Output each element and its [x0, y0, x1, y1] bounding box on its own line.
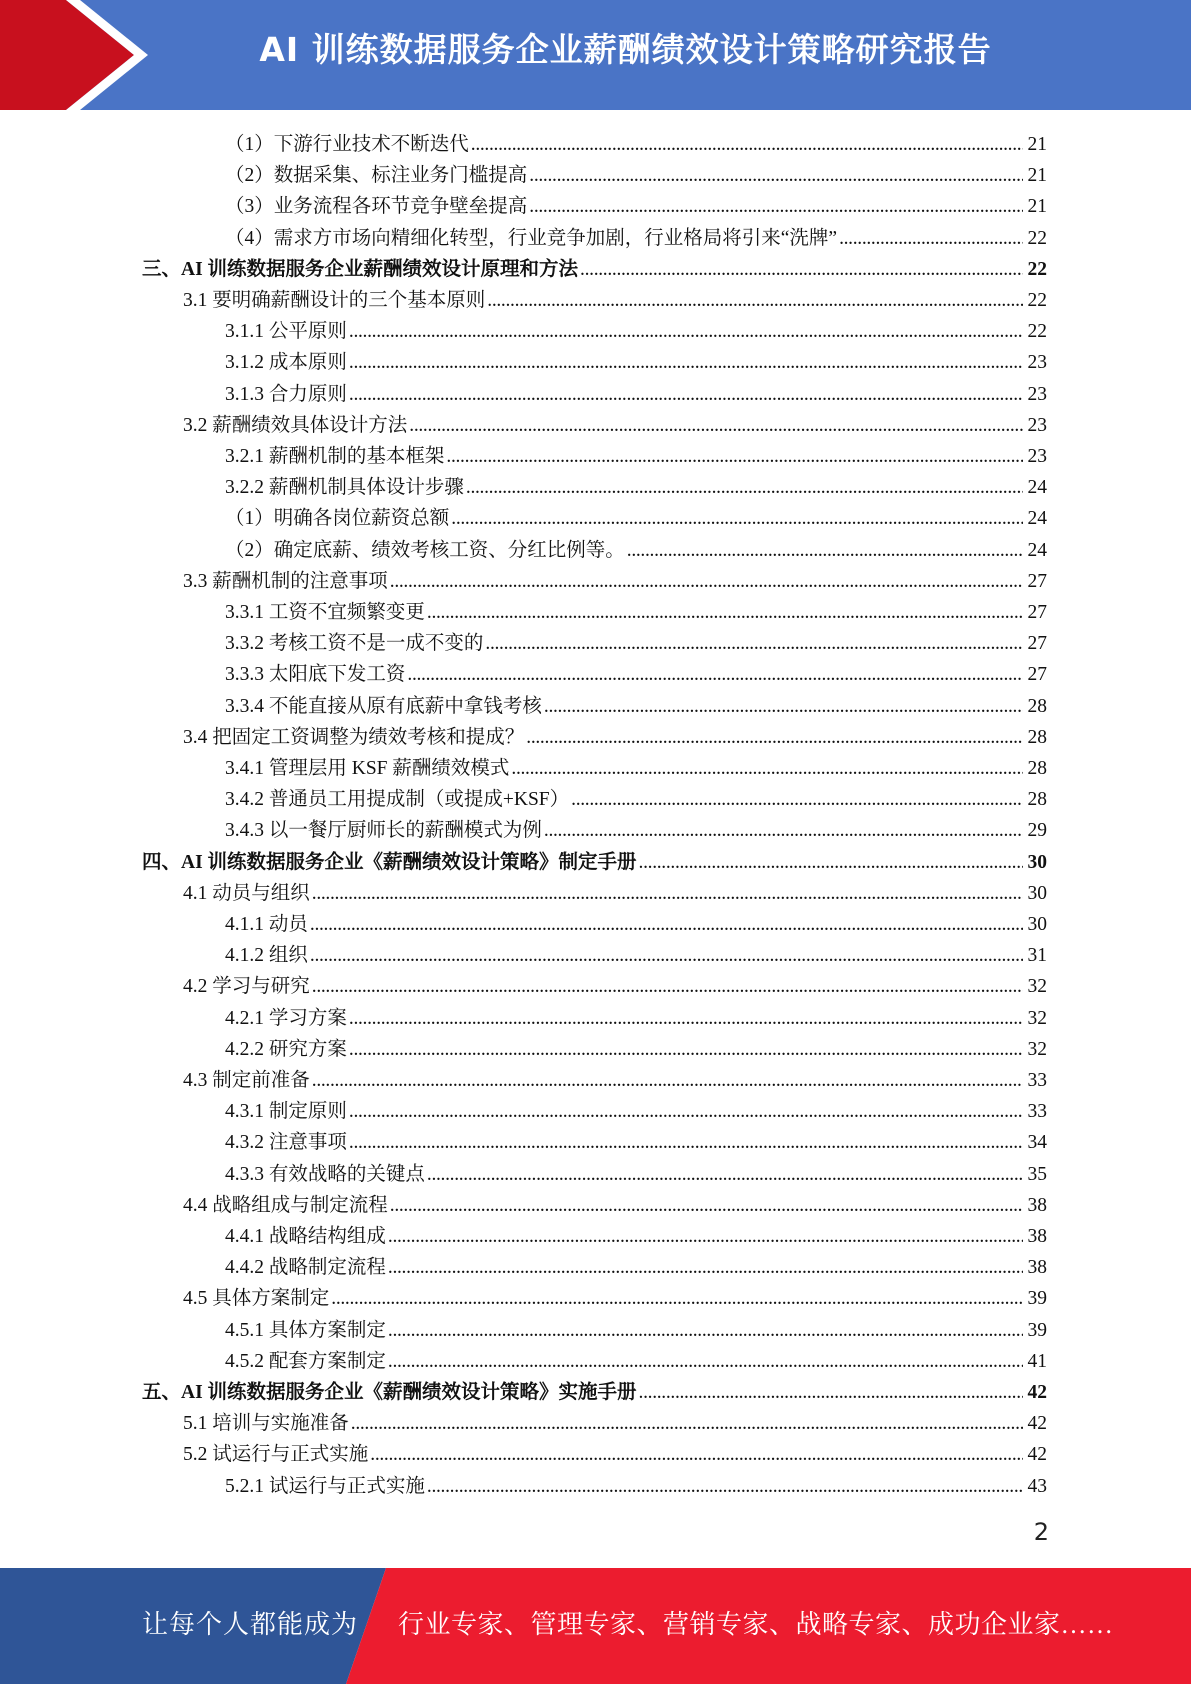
toc-entry[interactable] — [225, 939, 1047, 970]
toc-entry-title: 3.4.3 以一餐厅厨师长的薪酬模式为例 — [225, 820, 542, 842]
toc-leader-dots — [351, 1410, 1023, 1438]
toc-leader-dots — [349, 1005, 1023, 1033]
toc-entry[interactable] — [225, 1314, 1047, 1345]
header-arrow-decoration — [0, 0, 160, 110]
toc-leader-dots — [349, 381, 1023, 409]
toc-entry-title: 3.1.3 合力原则 — [225, 383, 347, 405]
toc-entry-page: 21 — [1027, 165, 1047, 187]
toc-entry-title: 3.4.2 普通员工用提成制（或提成+KSF） — [225, 789, 570, 811]
toc-leader-dots — [310, 942, 1023, 970]
toc-leader-dots — [580, 256, 1023, 284]
toc-leader-dots — [370, 1441, 1023, 1469]
toc-leader-dots — [639, 849, 1023, 877]
toc-entry-page: 29 — [1027, 820, 1047, 842]
toc-entry-title: 5.2 试运行与正式实施 — [183, 1444, 369, 1466]
toc-entry-title: （4）需求方市场向精细化转型，行业竞争加剧，行业格局将引来“洗牌” — [225, 227, 838, 249]
toc-entry-title: 4.2.1 学习方案 — [225, 1007, 347, 1029]
toc-entry-page: 32 — [1027, 1007, 1047, 1029]
toc-leader-dots — [544, 817, 1023, 845]
toc-leader-dots — [485, 630, 1023, 658]
toc-entry-page: 27 — [1027, 633, 1047, 655]
toc-entry-title: 4.5.2 配套方案制定 — [225, 1350, 386, 1372]
page-header — [0, 0, 1191, 110]
toc-entry-page: 30 — [1027, 882, 1047, 904]
toc-entry-title: 4.2 学习与研究 — [183, 976, 310, 998]
toc-entry-page: 30 — [1027, 914, 1047, 935]
page-footer — [0, 1568, 1191, 1684]
toc-entry-page: 39 — [1027, 1319, 1047, 1341]
toc-entry-page: 27 — [1027, 602, 1047, 623]
toc-entry[interactable] — [225, 1158, 1047, 1189]
toc-entry-page: 21 — [1027, 134, 1047, 155]
toc-entry-page: 38 — [1027, 1194, 1047, 1216]
toc-leader-dots — [349, 1129, 1023, 1157]
toc-entry[interactable] — [225, 690, 1047, 721]
toc-entry-page: 23 — [1027, 352, 1047, 374]
toc-entry-title: 4.1 动员与组织 — [183, 882, 310, 904]
toc-entry-page: 42 — [1027, 1382, 1047, 1403]
toc-entry-title: 五、AI 训练数据服务企业《薪酬绩效设计策略》实施手册 — [142, 1382, 637, 1403]
toc-entry[interactable] — [183, 1064, 1047, 1095]
toc-entry[interactable] — [225, 814, 1047, 845]
toc-entry[interactable] — [225, 908, 1047, 939]
toc-leader-dots — [349, 349, 1023, 377]
toc-entry[interactable] — [142, 846, 1047, 877]
toc-entry-title: 3.2.2 薪酬机制具体设计步骤 — [225, 477, 464, 499]
toc-leader-dots — [349, 1036, 1023, 1064]
toc-leader-dots — [388, 1223, 1023, 1251]
toc-entry-page: 33 — [1027, 1101, 1047, 1123]
toc-entry-page: 42 — [1027, 1413, 1047, 1435]
toc-entry-page: 35 — [1027, 1163, 1047, 1185]
toc-leader-dots — [349, 318, 1023, 346]
toc-entry-title: 3.1.1 公平原则 — [225, 321, 347, 343]
toc-leader-dots — [466, 474, 1023, 502]
toc-entry-title: 5.1 培训与实施准备 — [183, 1413, 349, 1435]
toc-entry[interactable] — [183, 565, 1047, 596]
toc-entry[interactable] — [225, 159, 1047, 190]
toc-entry-title: 4.3.2 注意事项 — [225, 1132, 347, 1154]
toc-entry-title: 3.3.1 工资不宜频繁变更 — [225, 602, 425, 623]
toc-entry-title: （1）明确各岗位薪资总额 — [225, 508, 450, 530]
toc-entry-page: 28 — [1027, 695, 1047, 717]
toc-entry-title: 4.2.2 研究方案 — [225, 1038, 347, 1060]
toc-entry-page: 21 — [1027, 196, 1047, 218]
toc-entry[interactable] — [225, 315, 1047, 346]
toc-entry[interactable] — [183, 721, 1047, 752]
toc-entry[interactable] — [225, 1095, 1047, 1126]
toc-entry-page: 30 — [1027, 851, 1047, 873]
toc-leader-dots — [451, 505, 1023, 533]
toc-entry-page: 22 — [1027, 258, 1047, 280]
toc-entry[interactable] — [225, 440, 1047, 471]
toc-leader-dots — [471, 131, 1023, 159]
toc-entry[interactable] — [225, 1470, 1047, 1501]
toc-entry[interactable] — [225, 471, 1047, 502]
toc-entry[interactable] — [183, 877, 1047, 908]
toc-entry-title: 3.2.1 薪酬机制的基本框架 — [225, 446, 445, 467]
toc-entry-title: 3.4 把固定工资调整为绩效考核和提成？ — [183, 726, 525, 748]
toc-entry-title: 4.1.1 动员 — [225, 914, 308, 935]
toc-entry-title: 4.5.1 具体方案制定 — [225, 1319, 386, 1341]
toc-entry[interactable] — [225, 658, 1047, 689]
toc-entry-title: 4.5 具体方案制定 — [183, 1288, 330, 1310]
toc-leader-dots — [627, 537, 1023, 565]
toc-entry[interactable] — [142, 253, 1047, 284]
toc-entry[interactable] — [225, 1002, 1047, 1033]
toc-leader-dots — [349, 1098, 1023, 1126]
toc-entry-page: 22 — [1027, 321, 1047, 343]
toc-entry-page: 42 — [1027, 1444, 1047, 1466]
toc-leader-dots — [388, 1317, 1023, 1345]
toc-leader-dots — [312, 1067, 1023, 1095]
toc-leader-dots — [312, 880, 1023, 908]
toc-leader-dots — [407, 661, 1023, 689]
toc-entry-title: 4.4 战略组成与制定流程 — [183, 1194, 388, 1216]
toc-entry-title: （2）确定底薪、绩效考核工资、分红比例等。 — [225, 539, 625, 561]
toc-leader-dots — [839, 225, 1023, 253]
toc-entry-page: 28 — [1027, 726, 1047, 748]
toc-entry[interactable] — [225, 378, 1047, 409]
toc-leader-dots — [390, 568, 1023, 596]
toc-entry-page: 38 — [1027, 1257, 1047, 1279]
toc-entry[interactable] — [225, 534, 1047, 565]
toc-entry[interactable] — [225, 190, 1047, 221]
footer-slogan-left: 让每个人都能成为 — [142, 1610, 359, 1639]
toc-entry-page: 23 — [1027, 446, 1047, 467]
toc-entry-title: 3.3.3 太阳底下发工资 — [225, 664, 406, 686]
toc-entry[interactable] — [183, 1407, 1047, 1438]
toc-entry[interactable] — [225, 1220, 1047, 1251]
toc-entry-page: 38 — [1027, 1226, 1047, 1247]
toc-entry-page: 28 — [1027, 758, 1047, 779]
toc-entry-page: 31 — [1027, 945, 1047, 967]
toc-entry-page: 28 — [1027, 789, 1047, 811]
toc-entry[interactable] — [142, 1376, 1047, 1407]
toc-entry-page: 32 — [1027, 1038, 1047, 1060]
toc-entry-page: 24 — [1027, 477, 1047, 499]
toc-entry-title: 3.4.1 管理层用 KSF 薪酬绩效模式 — [225, 758, 510, 779]
toc-entry-title: （1）下游行业技术不断迭代 — [225, 134, 469, 155]
toc-leader-dots — [427, 599, 1023, 627]
toc-leader-dots — [331, 1285, 1023, 1313]
toc-leader-dots — [487, 287, 1023, 315]
toc-entry[interactable] — [183, 409, 1047, 440]
page-number: 2 — [1033, 1518, 1049, 1546]
toc-entry[interactable] — [225, 128, 1047, 159]
toc-leader-dots — [390, 1192, 1023, 1220]
report-title: AI 训练数据服务企业薪酬绩效设计策略研究报告 — [259, 30, 992, 69]
toc-leader-dots — [388, 1348, 1023, 1376]
toc-leader-dots — [511, 755, 1023, 783]
toc-leader-dots — [388, 1254, 1023, 1282]
toc-entry[interactable] — [225, 752, 1047, 783]
toc-entry-page: 34 — [1027, 1132, 1047, 1154]
toc-entry-page: 22 — [1027, 290, 1047, 311]
toc-entry[interactable] — [225, 1251, 1047, 1282]
toc-leader-dots — [529, 162, 1023, 190]
toc-leader-dots — [526, 724, 1023, 752]
toc-entry-page: 27 — [1027, 664, 1047, 686]
toc-entry-title: 3.3 薪酬机制的注意事项 — [183, 570, 388, 592]
toc-entry[interactable] — [183, 1438, 1047, 1469]
toc-leader-dots — [639, 1379, 1023, 1407]
toc-entry-title: 5.2.1 试运行与正式实施 — [225, 1475, 425, 1497]
toc-leader-dots — [427, 1161, 1023, 1189]
toc-entry-title: （2）数据采集、标注业务门槛提高 — [225, 165, 528, 187]
toc-entry-title: 4.1.2 组织 — [225, 945, 308, 967]
toc-entry-page: 22 — [1027, 227, 1047, 249]
toc-entry-page: 23 — [1027, 414, 1047, 436]
toc-leader-dots — [446, 443, 1023, 471]
footer-slogan-right: 行业专家、管理专家、营销专家、战略专家、成功企业家…… — [398, 1610, 1114, 1639]
toc-entry[interactable] — [225, 502, 1047, 533]
toc-leader-dots — [312, 973, 1023, 1001]
toc-leader-dots — [409, 412, 1023, 440]
toc-entry-title: 3.1.2 成本原则 — [225, 352, 347, 374]
toc-entry-title: （3）业务流程各环节竞争壁垒提高 — [225, 196, 528, 218]
toc-entry-page: 24 — [1027, 508, 1047, 530]
toc-entry-title: 4.4.2 战略制定流程 — [225, 1257, 386, 1279]
toc-entry-title: 三、AI 训练数据服务企业薪酬绩效设计原理和方法 — [142, 258, 579, 280]
toc-entry[interactable] — [225, 1033, 1047, 1064]
toc-leader-dots — [544, 693, 1023, 721]
toc-entry-title: 4.3 制定前准备 — [183, 1070, 310, 1091]
toc-entry[interactable] — [183, 970, 1047, 1001]
toc-entry-page: 33 — [1027, 1070, 1047, 1091]
toc-entry[interactable] — [183, 1189, 1047, 1220]
toc-entry-page: 41 — [1027, 1350, 1047, 1372]
toc-entry-title: 3.3.4 不能直接从原有底薪中拿钱考核 — [225, 695, 542, 717]
toc-entry[interactable] — [225, 627, 1047, 658]
toc-entry-title: 4.4.1 战略结构组成 — [225, 1226, 386, 1247]
toc-entry[interactable] — [225, 346, 1047, 377]
toc-entry[interactable] — [225, 1126, 1047, 1157]
toc-entry-title: 3.2 薪酬绩效具体设计方法 — [183, 414, 408, 436]
toc-entry[interactable] — [225, 1345, 1047, 1376]
toc-entry[interactable] — [225, 596, 1047, 627]
toc-entry-title: 4.3.3 有效战略的关键点 — [225, 1163, 425, 1185]
toc-leader-dots — [427, 1473, 1023, 1501]
toc-leader-dots — [571, 786, 1023, 814]
toc-leader-dots — [310, 911, 1023, 939]
toc-entry-page: 32 — [1027, 976, 1047, 998]
toc-entry-page: 43 — [1027, 1475, 1047, 1497]
toc-entry-page: 27 — [1027, 570, 1047, 592]
toc-entry[interactable] — [225, 222, 1047, 253]
toc-entry-page: 39 — [1027, 1288, 1047, 1310]
toc-entry[interactable] — [183, 1282, 1047, 1313]
toc-entry-page: 23 — [1027, 383, 1047, 405]
toc-entry-title: 3.1 要明确薪酬设计的三个基本原则 — [183, 290, 486, 311]
toc-entry[interactable] — [225, 783, 1047, 814]
toc-entry-title: 四、AI 训练数据服务企业《薪酬绩效设计策略》制定手册 — [142, 851, 637, 873]
toc-entry[interactable] — [183, 284, 1047, 315]
toc-leader-dots — [529, 193, 1023, 221]
toc-entry-title: 3.3.2 考核工资不是一成不变的 — [225, 633, 484, 655]
toc-entry-page: 24 — [1027, 539, 1047, 561]
toc-entry-title: 4.3.1 制定原则 — [225, 1101, 347, 1123]
